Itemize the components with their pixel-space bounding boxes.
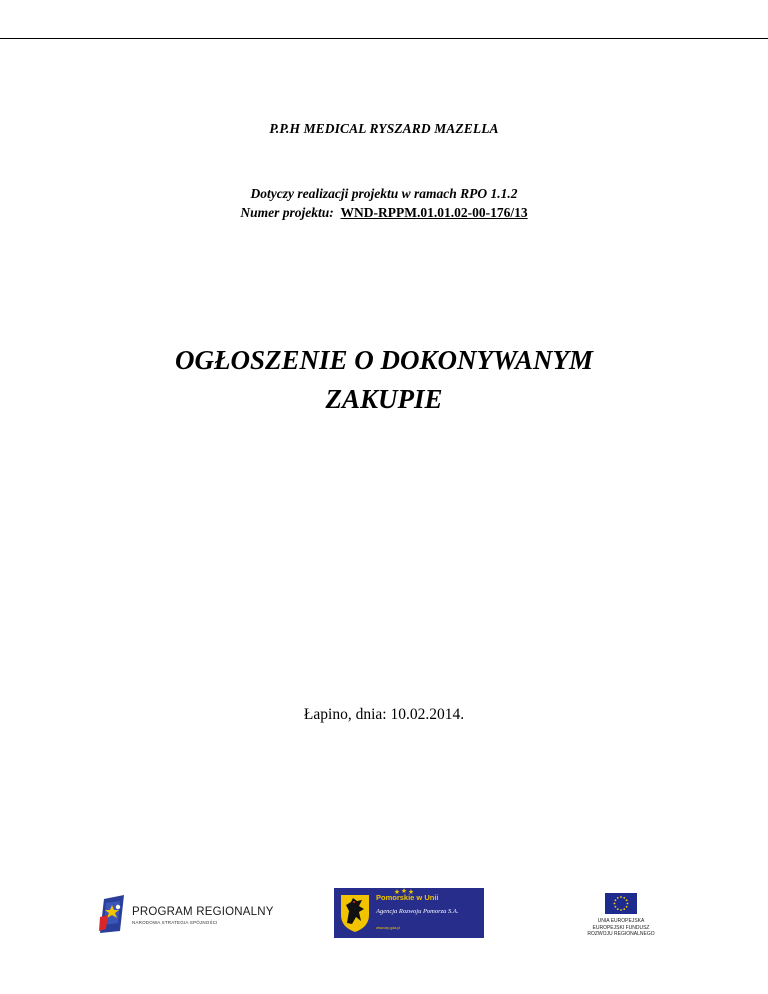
eu-line-2: EUROPEJSKI FUNDUSZ (592, 924, 650, 931)
program-regionalny-emblem-icon (98, 895, 128, 933)
program-regionalny-subtext: NARODOWA STRATEGIA SPÓJNOŚCI (132, 920, 218, 925)
pomorskie-w-unii-logo (334, 888, 484, 938)
project-number-label: Numer projektu: (240, 205, 334, 220)
eu-logo (578, 893, 664, 943)
pomorskie-agency: Agencja Rozwoju Pomorza S.A. (376, 908, 459, 915)
eu-flag-icon (605, 893, 637, 914)
program-regionalny-logo (98, 895, 274, 933)
project-number: WND-RPPM.01.01.02-00-176/13 (340, 205, 528, 220)
pomorskie-url: www.arp.gda.pl (376, 926, 400, 930)
eu-line-1: UNIA EUROPEJSKA (597, 918, 645, 924)
eu-text (578, 918, 664, 938)
title-line-1: OGŁOSZENIE O DOKONYWANYM (174, 345, 594, 375)
program-regionalny-text: PROGRAM REGIONALNY (132, 906, 274, 918)
griffin-coat-of-arms-icon (337, 893, 373, 933)
pomorskie-title: Pomorskie w Unii (376, 893, 439, 902)
project-line: Dotyczy realizacji projektu w ramach RPO 1.1.2 (250, 186, 518, 201)
top-rule (0, 38, 768, 39)
eu-line-3: ROZWOJU REGIONALNEGO (587, 931, 655, 937)
document-title (0, 341, 768, 419)
title-line-2: ZAKUPIE (325, 384, 443, 414)
project-info (0, 184, 768, 222)
place-date: Łapino, dnia: 10.02.2014. (303, 706, 465, 723)
project-number-line (0, 203, 768, 222)
company-name: P.P.H MEDICAL RYSZARD MAZELLA (269, 121, 499, 136)
